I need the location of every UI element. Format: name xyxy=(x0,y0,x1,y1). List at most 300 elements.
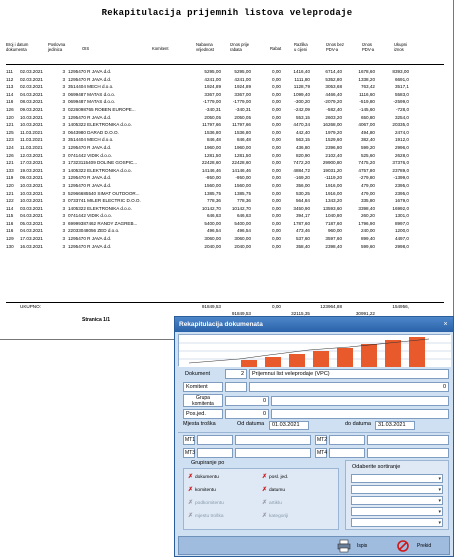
chevron-down-icon: ▾ xyxy=(438,476,441,482)
pdv-value: -145,60 xyxy=(359,106,375,112)
rabat-value: 0,00 xyxy=(272,160,281,166)
pos-jed-desc[interactable] xyxy=(271,409,449,419)
razlika-value: 1416,40 xyxy=(293,69,310,74)
group-dokumentu[interactable] xyxy=(188,473,219,482)
prije-rabata-value: -340,31 xyxy=(235,106,251,112)
doc-date: 02.03.2021 xyxy=(20,76,43,82)
bez-pdv-value: 1529,60 xyxy=(325,137,342,143)
pdv-value: 7475,20 xyxy=(358,160,375,166)
doc-number: 116 xyxy=(6,228,14,234)
rabat-value: 0,00 xyxy=(272,243,281,249)
client-name: 0699487 MATAS d.o.o. xyxy=(68,91,116,97)
prije-rabata-value: 10142,70 xyxy=(231,205,251,211)
doc-date: 02.03.2021 xyxy=(20,69,43,74)
table-row xyxy=(6,205,446,213)
rabat-value: 0,00 xyxy=(272,175,281,181)
rabat-value: 0,00 xyxy=(272,69,281,74)
rabat-value: 0,00 xyxy=(272,220,281,226)
table-row xyxy=(6,121,446,129)
sort-combo-3[interactable] xyxy=(351,496,443,505)
mt3-input[interactable] xyxy=(197,448,233,458)
doc-number: 122 xyxy=(6,198,14,204)
nabavna-value: 1385,75 xyxy=(204,190,221,196)
bez-pdv-value: 19031,20 xyxy=(322,167,342,173)
doc-date: 04.03.2021 xyxy=(20,228,43,234)
x-icon: ✗ xyxy=(262,500,268,506)
business-unit: 3 xyxy=(62,99,65,105)
rabat-value: 0,00 xyxy=(272,99,281,105)
doc-number: 120 xyxy=(6,182,14,188)
pdv-value: 599,20 xyxy=(360,144,375,150)
doc-date: 09.03.2021 xyxy=(20,106,43,112)
prije-rabata-value: -1779,00 xyxy=(232,99,251,105)
ukupno-value: 2395,0 xyxy=(394,182,409,188)
table-row xyxy=(6,129,446,137)
group-artiklu[interactable] xyxy=(262,499,282,508)
grupa-komitenta-desc[interactable] xyxy=(271,396,449,406)
rabat-value: 0,00 xyxy=(272,106,281,112)
rabat-value: 0,00 xyxy=(272,205,281,211)
doc-number: 120 xyxy=(6,114,14,120)
header-broj-datum xyxy=(6,42,28,52)
client-name: 1405322 ELEKTRONIKA d.o.o. xyxy=(68,122,132,128)
business-unit: 3 xyxy=(62,144,65,150)
doc-date: 10.03.2021 xyxy=(20,198,43,204)
bez-pdv-value: 4466,40 xyxy=(325,91,342,97)
nabavna-value: 778,36 xyxy=(206,198,221,204)
bez-pdv-value: 1343,20 xyxy=(325,198,342,204)
header-ukupni-line2: iznos xyxy=(394,47,404,52)
header-pj-line1: Poslovna xyxy=(48,42,66,47)
x-icon: ✗ xyxy=(262,474,268,480)
komitent-code-input[interactable] xyxy=(225,382,247,392)
doc-number: 116 xyxy=(6,99,14,105)
pdv-value: -279,80 xyxy=(359,175,375,181)
sort-combo-4[interactable] xyxy=(351,507,443,516)
business-unit: 3 xyxy=(62,76,65,82)
razlika-value: 358,40 xyxy=(295,243,310,249)
client-name: 1295470 R JAVA d.d. xyxy=(68,175,112,181)
pos-jed-label: Pos.jed. xyxy=(183,409,223,419)
header-pdv-line2: PDV-a xyxy=(362,47,375,52)
mt1-input[interactable] xyxy=(197,435,233,445)
ukupno-value: 3517,1 xyxy=(394,84,409,90)
sort-combo-5[interactable] xyxy=(351,518,443,527)
nabavna-value: 2050,05 xyxy=(204,114,221,120)
header-ukupni-line1: Ukupni xyxy=(394,42,408,47)
total-razlika: 32115,35 xyxy=(291,311,310,316)
business-unit: 3 xyxy=(62,213,65,219)
business-unit: 3 xyxy=(62,198,65,204)
pdv-value: 1678,60 xyxy=(358,69,375,74)
doc-number: 121 xyxy=(6,190,14,196)
sort-combos xyxy=(351,474,445,530)
business-unit: 3 xyxy=(62,91,65,97)
rabat-value: 0,00 xyxy=(272,129,281,135)
doc-number: 126 xyxy=(6,106,14,112)
business-unit: 3 xyxy=(62,122,65,128)
rabat-value: 0,00 xyxy=(272,182,281,188)
bez-pdv-value: 2396,80 xyxy=(325,144,342,150)
nabavna-value: 22428,60 xyxy=(201,160,221,166)
business-unit: 3 xyxy=(62,129,65,135)
ukupno-value: 1679,0 xyxy=(394,198,409,204)
razlika-value: 442,40 xyxy=(295,129,310,135)
footer-divider xyxy=(6,302,444,303)
close-icon[interactable]: × xyxy=(443,321,448,328)
mt1-desc[interactable] xyxy=(235,435,311,445)
doc-number: 111 xyxy=(6,69,13,74)
header-razlika xyxy=(294,42,308,52)
dokument-input[interactable]: 2 xyxy=(225,369,247,379)
client-name: 0226098765 ROBEN EUROPE... xyxy=(68,106,136,112)
table-row xyxy=(6,190,446,198)
table-row xyxy=(6,212,446,220)
ukupno-value: 2998,0 xyxy=(394,243,409,249)
razlika-value: 530,25 xyxy=(295,190,310,196)
client-name: 0643980 DARAD D.O.O. xyxy=(68,129,119,135)
rabat-value: 0,00 xyxy=(272,236,281,242)
header-broj-datum-line1: Broj i datum xyxy=(6,42,29,47)
dokument-description: Prijemnui list veleprodaje (VPC) xyxy=(249,369,449,379)
nabavna-value: 1960,00 xyxy=(204,144,221,150)
x-icon: ✗ xyxy=(188,474,194,480)
bez-pdv-value: 29900,80 xyxy=(322,160,342,166)
razlika-value: 473,46 xyxy=(295,228,310,234)
rabat-value: 0,00 xyxy=(272,144,281,150)
client-name: 1295470 R JAVA d.d. xyxy=(68,76,112,82)
bez-pdv-value: 2102,40 xyxy=(325,152,342,158)
nabavna-value: 646,63 xyxy=(206,213,221,219)
divider xyxy=(178,432,450,433)
prije-rabata-value: 496,54 xyxy=(236,228,251,234)
nabavna-value: -1779,00 xyxy=(202,99,221,105)
prije-rabata-value: -950,00 xyxy=(235,175,251,181)
client-name: 69999387462 RANDY ZAGREB... xyxy=(68,220,138,226)
doc-number: 121 xyxy=(6,122,14,128)
group-datumu-label: datumu xyxy=(269,488,285,493)
rabat-value: 0,00 xyxy=(272,137,281,143)
cancel-label: Prekid xyxy=(417,543,432,549)
prije-rabata-value: 1385,75 xyxy=(234,190,251,196)
group-mjestu-troska[interactable] xyxy=(188,512,224,521)
mt4-label: MT4 xyxy=(317,450,327,456)
rabat-value: 0,00 xyxy=(272,114,281,120)
pdv-value: 763,42 xyxy=(360,84,375,90)
ukupno-value: 4497,0 xyxy=(394,236,409,242)
mt4-input[interactable] xyxy=(329,448,365,458)
pdv-value: 1796,90 xyxy=(358,220,375,226)
doc-number: 125 xyxy=(6,129,14,135)
prije-rabata-value: 4241,00 xyxy=(234,76,251,82)
header-iznos-bez-pdv xyxy=(326,42,344,52)
client-name: 52966685540 SIMAT OUTDOOR... xyxy=(68,190,140,196)
rabat-value: 0,00 xyxy=(272,76,281,82)
nabavna-value: -340,31 xyxy=(205,106,221,112)
razlika-value: 7472,20 xyxy=(293,160,310,166)
table-row xyxy=(6,98,446,106)
pdv-value: 382,40 xyxy=(360,137,375,143)
bez-pdv-value: -1119,20 xyxy=(324,175,342,181)
total-rabat: 0,00 xyxy=(272,304,281,309)
prije-rabata-value: 646,63 xyxy=(236,213,251,219)
komitent-input[interactable]: 0 xyxy=(249,382,449,392)
group-mjestu-troska-label: mjestu troška xyxy=(195,514,224,519)
ukupno-value: 6691,0 xyxy=(394,76,409,82)
group-podkomitentu[interactable] xyxy=(188,499,224,508)
doc-date: 02.03.2021 xyxy=(20,84,43,90)
pdv-value: 4067,00 xyxy=(358,122,375,128)
doc-date: 03.03.2021 xyxy=(20,205,43,211)
doc-date: 16.03.2021 xyxy=(20,243,43,249)
doc-date: 17.03.2021 xyxy=(20,236,43,242)
chevron-down-icon: ▾ xyxy=(438,520,441,526)
business-unit: 3 xyxy=(62,243,65,249)
ukupno-value: -1399,0 xyxy=(393,175,409,181)
bez-pdv-value: 7187,60 xyxy=(325,220,342,226)
rabat-value: 0,00 xyxy=(272,167,281,173)
header-nabavna-line1: Nabavna xyxy=(196,42,213,47)
x-icon: ✗ xyxy=(262,513,268,519)
ukupno-value: 1200,0 xyxy=(394,228,409,234)
business-unit: 3 xyxy=(62,152,65,158)
rabat-value: 0,00 xyxy=(272,198,281,204)
do-datuma-label: do datuma xyxy=(345,421,371,427)
total-pdv: 30991,22 xyxy=(355,311,375,316)
grupa-label-line2: komitenta xyxy=(192,401,214,407)
razlika-value: 3450,90 xyxy=(293,205,310,211)
prije-rabata-value: 2050,05 xyxy=(234,114,251,120)
bez-pdv-value: -2079,20 xyxy=(323,99,342,105)
sort-combo-2[interactable] xyxy=(351,485,443,494)
od-datuma-label: Od datuma xyxy=(237,421,265,427)
total-label: UKUPNO: xyxy=(20,304,41,309)
recap-dialog xyxy=(174,316,454,557)
nabavna-value: 5295,00 xyxy=(204,69,221,74)
nabavna-value: 2040,00 xyxy=(204,243,221,249)
report-header xyxy=(6,40,446,62)
table-row xyxy=(6,76,446,84)
bez-pdv-value: 1916,00 xyxy=(325,190,342,196)
group-podkomitentu-label: podkomitentu xyxy=(195,501,224,506)
nabavna-value: 5400,00 xyxy=(204,220,221,226)
nabavna-value: 10142,70 xyxy=(201,205,221,211)
client-name: 1405322 ELEKTRONIKA d.o.o. xyxy=(68,205,132,211)
page-number: Stranica 1/1 xyxy=(82,317,111,323)
x-icon: ✗ xyxy=(188,487,194,493)
razlika-value: 820,90 xyxy=(295,152,310,158)
doc-date: 05.03.2021 xyxy=(20,220,43,226)
grupa-komitenta-input[interactable]: 0 xyxy=(225,396,269,406)
bar-chart-graphic xyxy=(179,335,451,367)
pdv-value: 1338,20 xyxy=(358,76,375,82)
client-name: 0741442 VIDIK d.o.o. xyxy=(68,152,112,158)
pos-jed-input[interactable]: 0 xyxy=(225,409,269,419)
rabat-value: 0,00 xyxy=(272,152,281,158)
do-datuma-input[interactable]: 31.03.2021 xyxy=(375,421,415,430)
doc-date: 04.03.2021 xyxy=(20,91,43,97)
business-unit: 3 xyxy=(62,167,65,173)
nabavna-value: 496,54 xyxy=(206,228,221,234)
table-row xyxy=(6,182,446,190)
razlika-value: 4470,34 xyxy=(293,122,310,128)
group-datumu[interactable] xyxy=(262,486,285,495)
prije-rabata-value: 1960,00 xyxy=(234,144,251,150)
prije-rabata-value: 1924,89 xyxy=(234,84,251,90)
total-nabavna: 91849,53 xyxy=(201,304,221,309)
razlika-value: 564,84 xyxy=(295,198,310,204)
pdv-value: 4757,80 xyxy=(358,167,375,173)
ukupno-value: 37376,0 xyxy=(392,160,409,166)
header-komitent: Komitent xyxy=(152,46,169,51)
mt2-input[interactable] xyxy=(329,435,365,445)
doc-number: 113 xyxy=(6,84,14,90)
razlika-value: 563,15 xyxy=(295,137,310,143)
prije-rabata-value: 846,48 xyxy=(236,137,251,143)
nabavna-value: 1924,89 xyxy=(204,84,221,90)
doc-date: 08.03.2021 xyxy=(20,99,43,105)
table-row xyxy=(6,106,446,114)
ukupno-value: 23789,0 xyxy=(392,167,409,173)
table-row xyxy=(6,235,446,243)
header-rabat: Rabat xyxy=(270,46,282,51)
group-pos-jed[interactable] xyxy=(262,473,288,482)
table-row xyxy=(6,114,446,122)
bez-pdv-value: 1979,20 xyxy=(325,129,342,135)
business-unit: 3 xyxy=(62,69,65,74)
doc-number: 112 xyxy=(6,76,14,82)
header-pj-line2: jedinica xyxy=(48,47,63,52)
dialog-titlebar[interactable] xyxy=(175,317,453,332)
nabavna-value: 1560,00 xyxy=(204,182,221,188)
bez-pdv-value: 3597,60 xyxy=(325,236,342,242)
table-row xyxy=(6,167,446,175)
pdv-value: 899,40 xyxy=(360,236,375,242)
bez-pdv-value: 960,00 xyxy=(327,228,342,234)
x-icon: ✗ xyxy=(188,513,194,519)
header-ukupni-iznos xyxy=(394,42,407,52)
cancel-button[interactable] xyxy=(395,539,449,553)
nabavna-value: 1281,50 xyxy=(204,152,221,158)
doc-date: 10.03.2021 xyxy=(20,122,43,128)
mjesta-troska-label: Mjesta troška xyxy=(183,421,216,427)
table-row xyxy=(6,83,446,91)
doc-number: 116 xyxy=(6,220,14,226)
header-nabavna-line2: vrijednost xyxy=(196,47,214,52)
razlika-value: 537,60 xyxy=(295,236,310,242)
mt3-desc[interactable] xyxy=(235,448,311,458)
prije-rabata-value: 11797,66 xyxy=(232,122,251,128)
rabat-value: 0,00 xyxy=(272,213,281,219)
group-kategoriji[interactable] xyxy=(262,512,288,521)
client-name: 0733741 MILER ELECTRIC D.O.O. xyxy=(68,198,141,204)
header-bez-pdv-line2: PDV-a xyxy=(326,47,339,52)
business-unit: 3 xyxy=(62,220,65,226)
header-iznos-prije-line2: rabata xyxy=(230,47,242,52)
doc-date: 09.03.2021 xyxy=(20,175,43,181)
ukupno-value: 2395,0 xyxy=(394,190,409,196)
pdv-value: 240,00 xyxy=(360,228,375,234)
od-datuma-input[interactable]: 01.03.2021 xyxy=(269,421,309,430)
doc-date: 10.03.2021 xyxy=(20,114,43,120)
razlika-value: 553,15 xyxy=(295,114,310,120)
print-button[interactable] xyxy=(335,539,385,553)
ukupno-value: 3254,0 xyxy=(394,114,409,120)
ukupno-value: 2628,0 xyxy=(394,152,409,158)
grupa-label-line1: Grupa xyxy=(196,395,210,401)
pdv-value: 479,00 xyxy=(360,182,375,188)
razlika-value: 356,00 xyxy=(295,182,310,188)
bez-pdv-value: 16268,00 xyxy=(322,122,342,128)
x-icon: ✗ xyxy=(188,500,194,506)
komitent-label: Komitent xyxy=(183,382,223,392)
client-name: 1295470 R JAVA d.d. xyxy=(68,182,112,188)
sort-combo-1[interactable] xyxy=(351,474,443,483)
dialog-banner xyxy=(178,334,450,366)
doc-number: 121 xyxy=(6,160,14,166)
business-unit: 3 xyxy=(62,160,65,166)
table-row xyxy=(6,136,446,144)
razlika-value: 1111,80 xyxy=(294,76,310,82)
client-name: 1295470 R JAVA d.d. xyxy=(68,114,112,120)
nabavna-value: 1536,80 xyxy=(204,129,221,135)
total-ukupno: 154956, xyxy=(392,304,409,309)
button-bar xyxy=(178,536,450,555)
razlika-value: 436,80 xyxy=(295,144,310,150)
doc-date: 12.03.2021 xyxy=(20,152,43,158)
sort-label: Odaberite sortiranje xyxy=(352,464,401,470)
doc-number: 126 xyxy=(6,152,14,158)
stop-icon xyxy=(397,540,409,552)
doc-number: 123 xyxy=(6,137,14,143)
pdv-value: 260,20 xyxy=(360,213,375,219)
razlika-value: 4884,72 xyxy=(293,167,310,173)
nabavna-value: 3367,00 xyxy=(204,91,221,97)
ukupno-value: -728,0 xyxy=(395,106,409,112)
mt2-desc[interactable] xyxy=(367,435,449,445)
table-row xyxy=(6,159,446,167)
bez-pdv-value: 6714,40 xyxy=(325,69,342,74)
group-komitentu[interactable] xyxy=(188,486,216,495)
header-iznos-prije-line1: Iznos prije xyxy=(230,42,250,47)
header-pdv-line1: Iznos xyxy=(362,42,373,47)
pdv-value: 599,60 xyxy=(360,243,375,249)
total-bez-pdv: 123964,88 xyxy=(320,304,342,309)
razlika-value: 1787,60 xyxy=(293,220,310,226)
table-row xyxy=(6,68,446,76)
ukupno-value: 1301,0 xyxy=(394,213,409,219)
client-name: 3514404 MECH d.o.o. xyxy=(68,84,114,90)
rabat-value: 0,00 xyxy=(272,91,281,97)
table-row xyxy=(6,152,446,160)
client-name: 1405322 ELEKTRONIKA d.o.o. xyxy=(68,167,132,173)
bez-pdv-value: 13593,60 xyxy=(322,205,342,211)
x-icon: ✗ xyxy=(262,487,268,493)
rabat-value: 0,00 xyxy=(272,84,281,90)
prije-rabata-value: 5400,00 xyxy=(234,220,251,226)
business-unit: 3 xyxy=(62,205,65,211)
pdv-value: -519,80 xyxy=(359,99,375,105)
nabavna-value: 4241,00 xyxy=(204,76,221,82)
razlika-value: -242,09 xyxy=(294,106,310,112)
doc-date: 11.03.2021 xyxy=(20,137,43,143)
dokument-label: Dokument xyxy=(185,371,211,377)
prije-rabata-value: 1281,50 xyxy=(234,152,251,158)
mt4-desc[interactable] xyxy=(367,448,449,458)
chevron-down-icon: ▾ xyxy=(438,498,441,504)
doc-date: 04.03.2021 xyxy=(20,213,43,219)
razlika-value: 1099,40 xyxy=(293,91,310,97)
